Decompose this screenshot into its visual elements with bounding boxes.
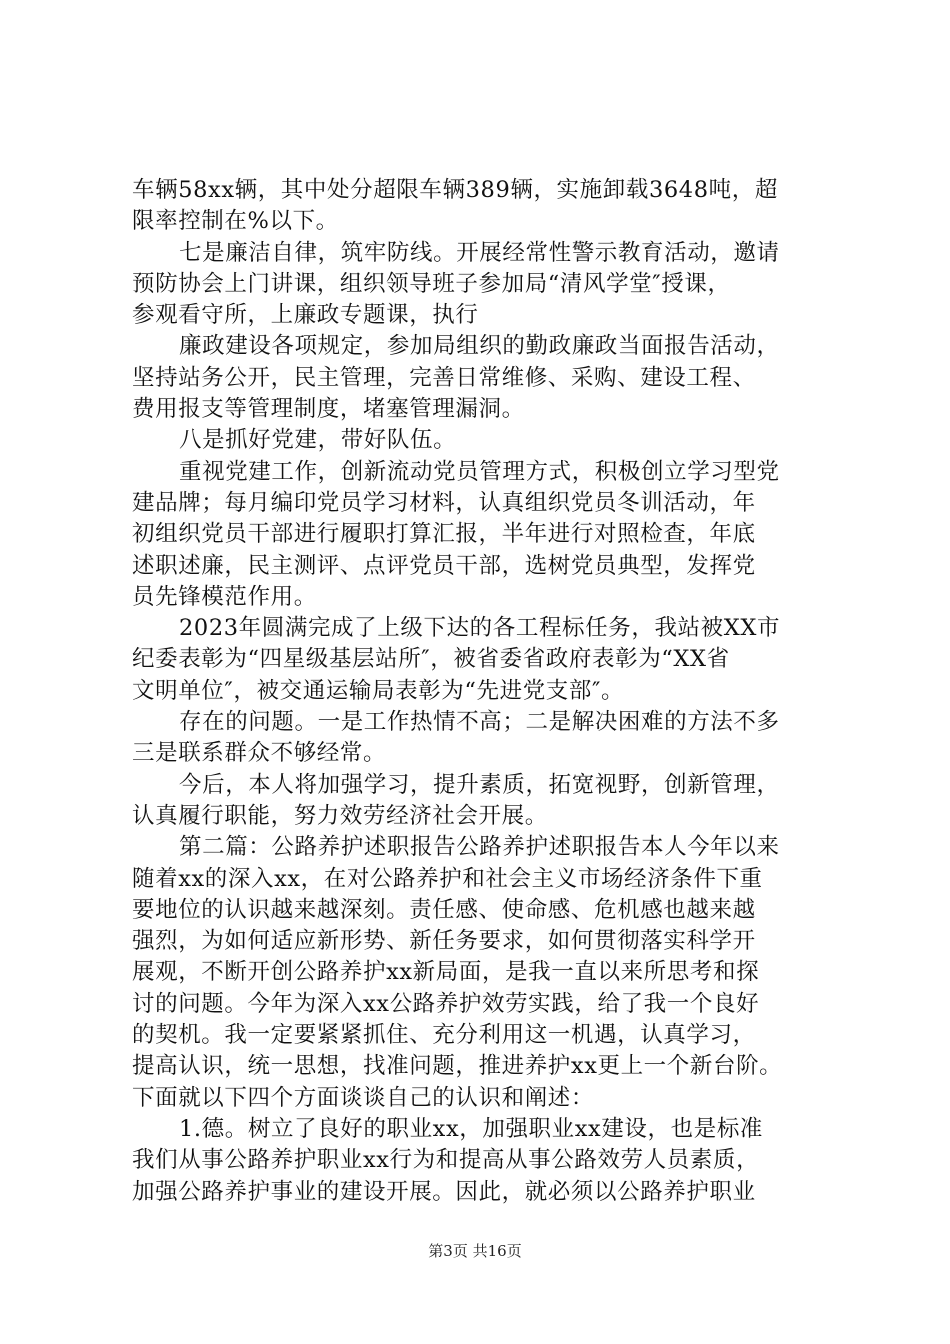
text-line: 提高认识，统一思想，找准问题，推进养护xx更上一个新台阶。 [132,1053,783,1080]
text-line: 展观，不断开创公路养护xx新局面，是我一直以来所思考和探 [132,959,760,986]
text-line: 预防协会上门讲课，组织领导班子参加局“清风学堂″授课， [132,270,731,297]
text-line: 车辆58xx辆，其中处分超限车辆389辆，实施卸载3648吨，超 [132,177,778,203]
text-line: 今后，本人将加强学习，提升素质，拓宽视野，创新管理， [179,771,780,798]
text-line: 的契机。我一定要紧紧抓住、充分利用这一机遇，认真学习， [132,1022,756,1049]
text-line: 七是廉洁自律，筑牢防线。开展经常性警示教育活动，邀请 [179,239,780,266]
text-line: 坚持站务公开，民主管理，完善日常维修、采购、建设工程、 [132,364,756,391]
text-line: 要地位的认识越来越深刻。责任感、使命感、危机感也越来越 [132,896,756,923]
text-line: 员先锋模范作用。 [132,583,317,610]
text-line: 强烈，为如何适应新形势、新任务要求，如何贯彻落实科学开 [132,928,756,955]
text-line: 述职述廉，民主测评、点评党员干部，选树党员典型，发挥党 [132,552,756,579]
text-line: 八是抓好党建，带好队伍。 [179,427,457,454]
text-line: 1.德。树立了良好的职业xx，加强职业xx建设，也是标准 [179,1115,764,1142]
document-body [132,175,852,1208]
page-number-label: 第3页 共16页 [428,1242,522,1260]
text-line: 限率控制在%以下。 [132,208,339,235]
text-line: 费用报支等管理制度，堵塞管理漏洞。 [132,396,525,423]
text-line: 讨的问题。今年为深入xx公路养护效劳实践，给了我一个良好 [132,990,760,1017]
text-line: 纪委表彰为“四星级基层站所″，被省委省政府表彰为“XX省 [132,646,730,673]
text-line: 参观看守所，上廉政专题课，执行 [132,302,479,329]
text-line: 建品牌；每月编印党员学习材料，认真组织党员冬训活动，年 [132,489,756,516]
text-line: 三是联系群众不够经常。 [132,740,387,767]
text-line: 随着xx的深入xx，在对公路养护和社会主义市场经济条件下重 [132,865,763,892]
text-line: 第二篇：公路养护述职报告公路养护述职报告本人今年以来 [179,834,780,861]
text-line: 初组织党员干部进行履职打算汇报，半年进行对照检查，年底 [132,521,756,548]
page-footer [0,1240,950,1261]
text-line: 加强公路养护事业的建设开展。因此，就必须以公路养护职业 [132,1178,756,1205]
text-line: 我们从事公路养护职业xx行为和提高从事公路效劳人员素质， [132,1147,760,1174]
text-line: 廉政建设各项规定，参加局组织的勤政廉政当面报告活动， [179,333,780,360]
text-line: 文明单位″，被交通运输局表彰为“先进党支部″。 [132,677,625,704]
text-line: 下面就以下四个方面谈谈自己的认识和阐述： [132,1084,595,1111]
text-line: 存在的问题。一是工作热情不高；二是解决困难的方法不多 [179,709,780,736]
text-line: 2023年圆满完成了上级下达的各工程标任务，我站被XX市 [179,615,781,642]
text-line: 重视党建工作，创新流动党员管理方式，积极创立学习型党 [179,458,780,485]
text-line: 认真履行职能，努力效劳经济社会开展。 [132,802,548,829]
